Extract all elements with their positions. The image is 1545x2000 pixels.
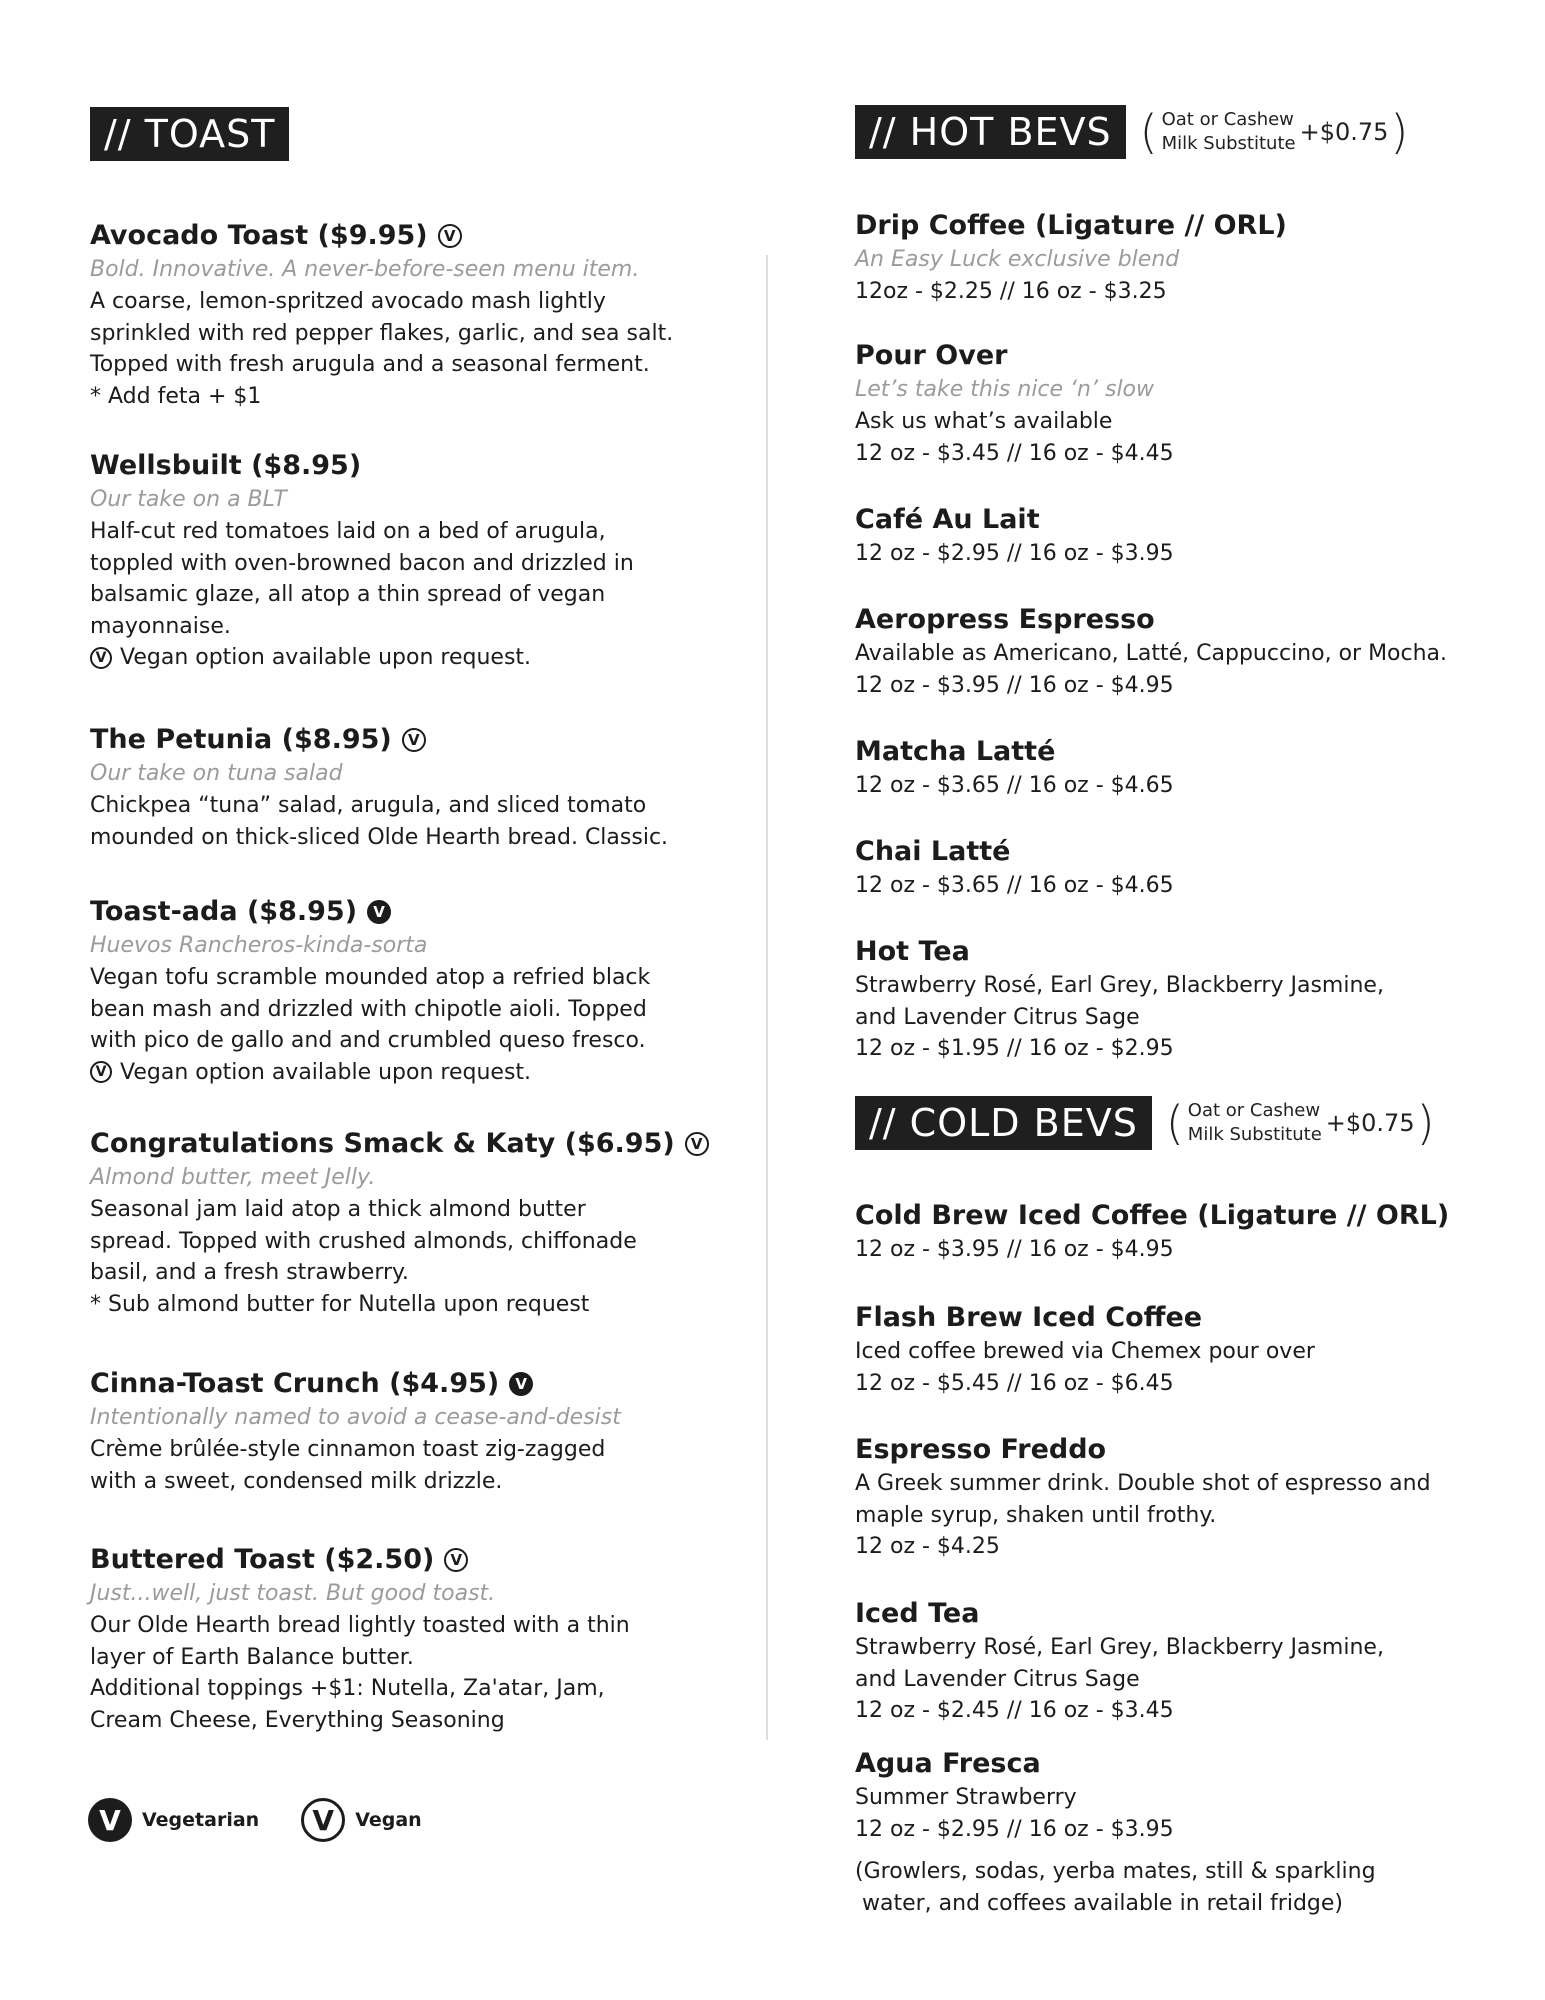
item-name: Avocado Toast ($9.95) V xyxy=(90,218,710,254)
vegan-icon: V xyxy=(301,1798,345,1842)
item-description-line: 12 oz - $2.45 // 16 oz - $3.45 xyxy=(855,1698,1174,1723)
milk-substitute-line: Oat or Cashew xyxy=(1187,1100,1321,1121)
item-name: Chai Latté xyxy=(855,836,1011,867)
menu-item-wellsbuilt xyxy=(90,448,710,674)
item-tagline: Our take on a BLT xyxy=(90,487,287,512)
menu-item-buttered-toast xyxy=(90,1542,710,1736)
column-divider xyxy=(766,255,768,1740)
item-description-line: with pico de gallo and and crumbled queso fresco. xyxy=(90,1028,646,1053)
item-description-line: Available as Americano, Latté, Cappuccino, or Mocha. xyxy=(855,641,1448,666)
item-description-line: Topped with fresh arugula and a seasonal ferment. xyxy=(90,352,650,377)
close-bracket: ) xyxy=(1390,105,1409,159)
menu-item-matcha-latte xyxy=(855,734,1495,802)
vegan-icon: V xyxy=(685,1132,709,1156)
item-name: Pour Over xyxy=(855,340,1008,371)
cold-bevs-section-header xyxy=(855,1096,1435,1150)
item-name: Espresso Freddo xyxy=(855,1434,1107,1465)
item-name: Congratulations Smack & Katy ($6.95) V xyxy=(90,1126,710,1162)
milk-substitute-text xyxy=(1188,1099,1322,1147)
item-description-line: 12 oz - $3.65 // 16 oz - $4.65 xyxy=(855,873,1174,898)
vegetarian-icon: V xyxy=(509,1372,533,1396)
item-description-line: spread. Topped with crushed almonds, chiffonade xyxy=(90,1228,637,1254)
item-name: The Petunia ($8.95) V xyxy=(90,722,710,758)
item-name: Iced Tea xyxy=(855,1598,980,1629)
menu-item-espresso-freddo xyxy=(855,1432,1495,1563)
milk-substitute-note xyxy=(1139,105,1409,159)
hot-bevs-section-header xyxy=(855,105,1408,159)
item-name: Drip Coffee (Ligature // ORL) xyxy=(855,210,1287,241)
item-tagline: Intentionally named to avoid a cease-and-desist xyxy=(90,1405,621,1430)
close-bracket: ) xyxy=(1416,1096,1435,1150)
item-tagline: Our take on tuna salad xyxy=(90,761,343,786)
item-description-line: mayonnaise. xyxy=(90,613,231,639)
item-description-line: and Lavender Citrus Sage xyxy=(855,1004,1140,1030)
menu-item-aeropress-espresso xyxy=(855,602,1495,701)
item-description-line: with a sweet, condensed milk drizzle. xyxy=(90,1468,503,1494)
item-description-line: basil, and a fresh strawberry. xyxy=(90,1260,409,1285)
menu-item-chai-latte xyxy=(855,834,1495,902)
item-description-line: Ask us what’s available xyxy=(855,409,1113,434)
hot-bevs-section-title: // HOT BEVS xyxy=(855,105,1126,159)
item-description-line: Seasonal jam laid atop a thick almond butter xyxy=(90,1197,586,1222)
menu-item-toast-ada xyxy=(90,894,710,1088)
footnote-line: water, and coffees available in retail fridge) xyxy=(855,1890,1343,1916)
open-bracket: ( xyxy=(1165,1096,1184,1150)
item-description-line: 12 oz - $3.65 // 16 oz - $4.65 xyxy=(855,773,1174,798)
item-description-line: toppled with oven-browned bacon and drizzled in xyxy=(90,550,634,576)
item-description-line: maple syrup, shaken until frothy. xyxy=(855,1502,1217,1528)
item-description-line: Half-cut red tomatoes laid on a bed of arugula, xyxy=(90,519,606,544)
item-description-line: 12 oz - $2.95 // 16 oz - $3.95 xyxy=(855,541,1174,566)
legend-vegan xyxy=(301,1798,422,1842)
vegetarian-icon: V xyxy=(367,900,391,924)
legend-vegetarian xyxy=(88,1798,259,1842)
item-name: Wellsbuilt ($8.95) xyxy=(90,450,362,481)
item-description-line: layer of Earth Balance butter. xyxy=(90,1644,414,1670)
toast-section-header xyxy=(90,107,289,161)
item-description-line: and Lavender Citrus Sage xyxy=(855,1666,1140,1692)
legend-label: Vegan xyxy=(355,1809,422,1831)
item-description-line: * Sub almond butter for Nutella upon request xyxy=(90,1291,590,1317)
vegan-icon: V xyxy=(438,224,462,248)
item-description-line: Our Olde Hearth bread lightly toasted with a thin xyxy=(90,1613,630,1638)
item-description-line: A coarse, lemon-spritzed avocado mash lightly xyxy=(90,289,606,314)
item-tagline: Bold. Innovative. A never-before-seen menu item. xyxy=(90,257,640,282)
item-tagline: Almond butter, meet Jelly. xyxy=(90,1165,376,1190)
item-description-line: balsamic glaze, all atop a thin spread of vegan xyxy=(90,582,606,607)
item-description-line: Vegan tofu scramble mounded atop a refried black xyxy=(90,965,651,990)
item-name: Hot Tea xyxy=(855,936,970,967)
legend-label: Vegetarian xyxy=(142,1809,260,1831)
item-description-line: Strawberry Rosé, Earl Grey, Blackberry Jasmine, xyxy=(855,973,1384,998)
item-name: Café Au Lait xyxy=(855,504,1040,535)
item-description-line: Cream Cheese, Everything Seasoning xyxy=(90,1707,505,1733)
item-name: Toast-ada ($8.95) V xyxy=(90,894,710,930)
item-note: V Vegan option available upon request. xyxy=(90,642,710,674)
menu-item-drip-coffee xyxy=(855,208,1495,308)
menu-item-cold-brew-iced-coffee xyxy=(855,1198,1495,1266)
item-description-line: A Greek summer drink. Double shot of espresso and xyxy=(855,1471,1431,1496)
item-name: Agua Fresca xyxy=(855,1748,1041,1779)
item-description-line: Chickpea “tuna” salad, arugula, and sliced tomato xyxy=(90,793,647,818)
menu-item-congratulations-smack-katy xyxy=(90,1126,710,1320)
item-description-line: 12 oz - $4.25 xyxy=(855,1534,1000,1559)
item-name: Buttered Toast ($2.50) V xyxy=(90,1542,710,1578)
menu-item-avocado-toast xyxy=(90,218,710,412)
item-tagline: An Easy Luck exclusive blend xyxy=(855,247,1180,272)
item-name: Flash Brew Iced Coffee xyxy=(855,1302,1203,1333)
item-description-line: * Add feta + $1 xyxy=(90,383,262,409)
item-description-line: 12oz - $2.25 // 16 oz - $3.25 xyxy=(855,279,1167,304)
milk-substitute-line: Milk Substitute xyxy=(1161,133,1296,154)
menu-item-flash-brew-iced-coffee xyxy=(855,1300,1495,1399)
milk-substitute-line: Milk Substitute xyxy=(1187,1124,1322,1145)
item-tagline: Just...well, just toast. But good toast. xyxy=(90,1581,496,1606)
cold-bevs-section-title: // COLD BEVS xyxy=(855,1096,1152,1150)
vegetarian-icon: V xyxy=(88,1798,132,1842)
item-description-line: sprinkled with red pepper flakes, garlic, and sea salt. xyxy=(90,320,674,346)
item-description-line: bean mash and drizzled with chipotle aioli. Topped xyxy=(90,996,647,1022)
item-description-line: Crème brûlée-style cinnamon toast zig-zagged xyxy=(90,1437,606,1462)
item-description-line: 12 oz - $2.95 // 16 oz - $3.95 xyxy=(855,1816,1174,1842)
item-description-line: Summer Strawberry xyxy=(855,1785,1077,1810)
item-tagline: Huevos Rancheros-kinda-sorta xyxy=(90,933,428,958)
dietary-legend xyxy=(88,1798,464,1842)
item-description-line: 12 oz - $3.95 // 16 oz - $4.95 xyxy=(855,1237,1174,1262)
milk-substitute-price: +$0.75 xyxy=(1325,1109,1415,1137)
menu-item-iced-tea xyxy=(855,1596,1495,1727)
vegan-icon: V xyxy=(402,728,426,752)
vegan-icon: V xyxy=(90,647,112,669)
vegan-icon: V xyxy=(90,1061,112,1083)
item-name: Aeropress Espresso xyxy=(855,604,1155,635)
milk-substitute-price: +$0.75 xyxy=(1299,118,1389,146)
item-name: Matcha Latté xyxy=(855,736,1056,767)
item-note: V Vegan option available upon request. xyxy=(90,1057,710,1089)
item-name: Cinna-Toast Crunch ($4.95) V xyxy=(90,1366,710,1402)
footnote-line: (Growlers, sodas, yerba mates, still & sparkling xyxy=(855,1859,1376,1884)
toast-section-title: // TOAST xyxy=(90,107,289,161)
item-tagline: Let’s take this nice ‘n’ slow xyxy=(855,377,1155,402)
vegan-icon: V xyxy=(444,1548,468,1572)
item-description-line: 12 oz - $3.95 // 16 oz - $4.95 xyxy=(855,672,1174,698)
menu-item-the-petunia xyxy=(90,722,710,853)
item-description-line: Iced coffee brewed via Chemex pour over xyxy=(855,1339,1315,1364)
menu-item-cafe-au-lait xyxy=(855,502,1495,570)
menu-item-agua-fresca xyxy=(855,1746,1495,1845)
item-description-line: mounded on thick-sliced Olde Hearth bread. Classic. xyxy=(90,824,669,850)
open-bracket: ( xyxy=(1139,105,1158,159)
milk-substitute-note xyxy=(1165,1096,1435,1150)
menu-item-cinna-toast-crunch xyxy=(90,1366,710,1497)
milk-substitute-line: Oat or Cashew xyxy=(1161,109,1294,130)
menu-item-pour-over xyxy=(855,338,1495,469)
item-name: Cold Brew Iced Coffee (Ligature // ORL) xyxy=(855,1200,1450,1231)
retail-fridge-footnote xyxy=(855,1856,1495,1919)
milk-substitute-text xyxy=(1162,108,1296,156)
menu-item-hot-tea xyxy=(855,934,1495,1065)
item-description-line: 12 oz - $1.95 // 16 oz - $2.95 xyxy=(855,1036,1174,1061)
item-description-line: Additional toppings +$1: Nutella, Za'atar, Jam, xyxy=(90,1676,605,1701)
item-description-line: 12 oz - $5.45 // 16 oz - $6.45 xyxy=(855,1370,1174,1396)
item-description-line: Strawberry Rosé, Earl Grey, Blackberry Jasmine, xyxy=(855,1635,1384,1660)
item-description-line: 12 oz - $3.45 // 16 oz - $4.45 xyxy=(855,440,1174,466)
